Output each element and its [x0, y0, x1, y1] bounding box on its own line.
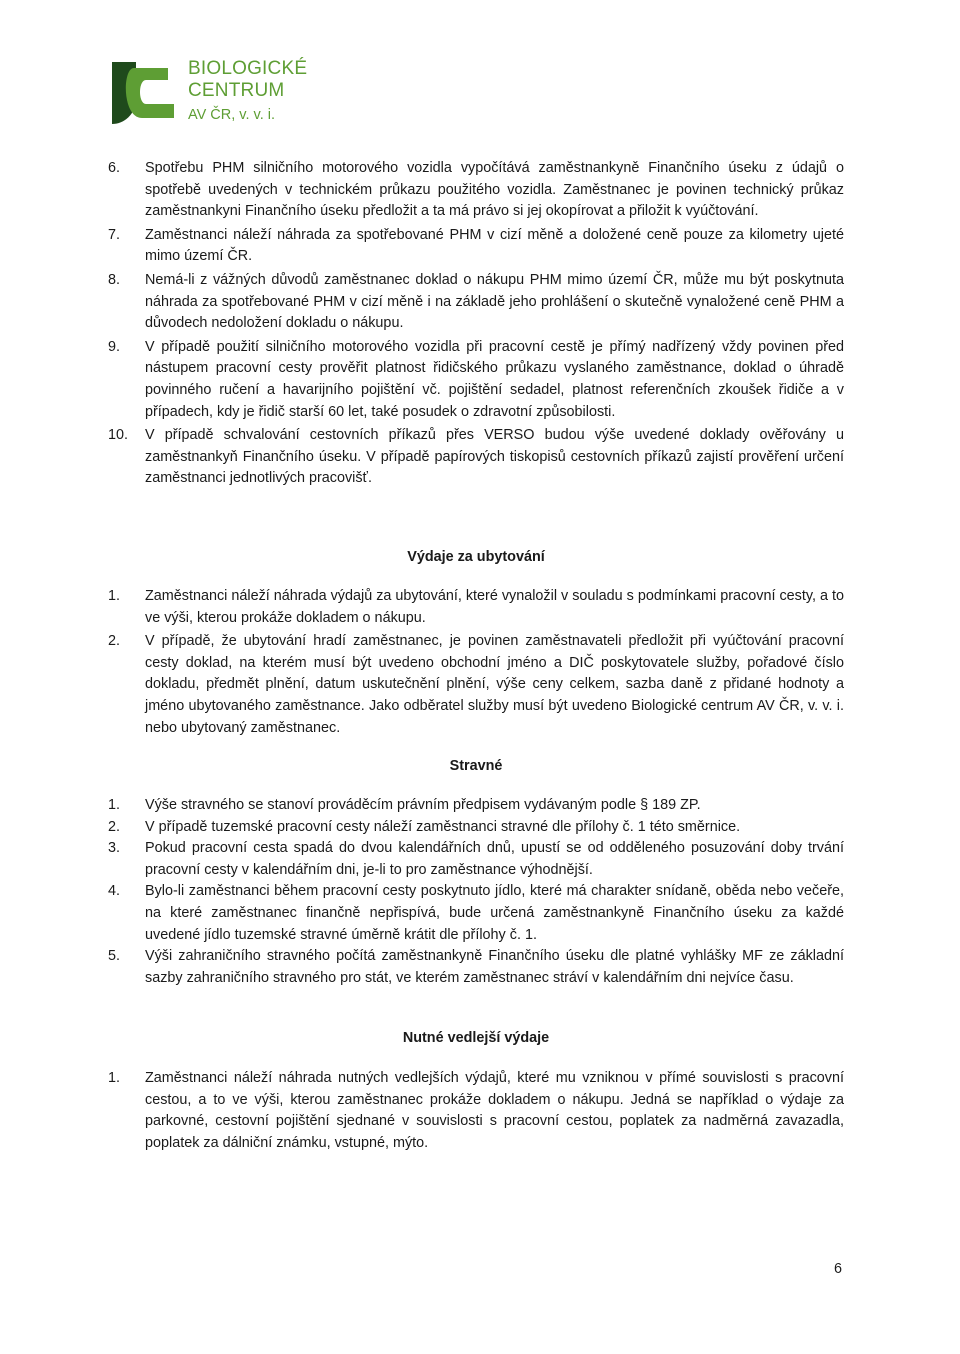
org-name: [188, 58, 307, 126]
item-text: V případě schvalování cestovních příkazů přes VERSO budou výše uvedené doklady ověřovány u zaměstnankyň Finančního úseku. V případě papírových tiskopisů cestovních příkazů zajistí prověření určení zaměstnanci jednotlivých pracovišť.: [145, 427, 844, 487]
list-item: [108, 946, 844, 989]
item-number: 9.: [108, 338, 121, 355]
item-text: Nemá-li z vážných důvodů zaměstnanec doklad o nákupu PHM mimo území ČR, může mu být poskytnuta náhrada za spotřebované PHM v cizí měně i na základě jeho prohlášení o skutečně vynaložené ceně PHM a důvodech nedoložení dokladu o nákupu.: [145, 271, 844, 332]
continued-list: [108, 158, 844, 490]
list-item: [108, 838, 844, 881]
ubytovani-list: [108, 586, 844, 739]
list-item: [108, 817, 844, 839]
list-item: [108, 425, 844, 490]
org-logo: [108, 56, 348, 132]
bc-logo-icon: [108, 56, 178, 128]
stravne-list: [108, 795, 844, 989]
item-text: Zaměstnanci náleží náhrada výdajů za ubytování, které vynaložil v souladu s podmínkami pracovní cesty, a to ve výši, kterou prokáže dokladem o nákupu.: [145, 588, 844, 626]
list-item: [108, 225, 844, 268]
list-item: [108, 270, 844, 335]
item-text: Výše stravného se stanoví prováděcím právním předpisem vydávaným podle § 189 ZP.: [145, 797, 701, 813]
item-text: V případě použití silničního motorového vozidla při pracovní cestě je přímý nadřízený vždy povinen před nástupem pracovní cesty prověřit platnost řidičského průkazu vyslaného zaměstnance, doklad o úhradě povinného ručení a havarijního pojištění vč. pojištění sedadel, platnost referenčních zkoušek řidiče a v případech, kdy je řidič starší 60 let, také posudek o zdravotní způsobilosti.: [145, 338, 844, 420]
item-number: 7.: [108, 226, 121, 243]
section-heading-vedlejsi: Nutné vedlejší výdaje: [402, 1030, 550, 1046]
item-number: 4.: [108, 883, 121, 900]
item-text: Pokud pracovní cesta spadá do dvou kalendářních dnů, upustí se od odděleného posuzování doby trvání pracovní cesty v kalendářním dni, je-li to pro zaměstnance výhodnější.: [145, 840, 844, 878]
list-item: [108, 1068, 844, 1154]
item-number: 8.: [108, 271, 121, 288]
item-number: 10.: [108, 427, 129, 444]
list-item: [108, 631, 844, 739]
list-item: [108, 586, 844, 629]
item-number: 1.: [108, 797, 121, 813]
item-number: 2.: [108, 633, 121, 650]
org-name-line3: AV ČR, v. v. i.: [188, 107, 276, 123]
item-number: 6.: [108, 160, 121, 176]
org-name-line1: BIOLOGICKÉ: [188, 58, 308, 79]
section-heading-stravne: Stravné: [449, 758, 503, 774]
item-text: V případě tuzemské pracovní cesty náleží zaměstnanci stravné dle přílohy č. 1 této směrnice.: [145, 818, 741, 835]
item-number: 5.: [108, 948, 121, 965]
item-text: Zaměstnanci náleží náhrada za spotřebované PHM v cizí měně a doložené ceně pouze za kilometry ujeté mimo území ČR.: [145, 226, 844, 265]
item-text: Spotřebu PHM silničního motorového vozidla vypočítává zaměstnankyně Finančního úseku z údajů o spotřebě uvedených v technickém průkazu použitého vozidla. Zaměstnanec je povinen technický průkaz zaměstnankyni Finančního úseku předložit a ta má právo si jej okopírovat a přiložit k vyúčtování.: [145, 160, 844, 220]
item-text: Bylo-li zaměstnanci během pracovní cesty poskytnuto jídlo, které má charakter snídaně, oběda nebo večeře, na které zaměstnanec finančně nepřispívá, bude určená zaměstnankyně Finančního úseku za každé uvedené jídlo tuzemské stravné úměrně krátit dle přílohy č. 1.: [145, 883, 844, 943]
item-number: 1.: [108, 588, 121, 604]
list-item: [108, 795, 844, 817]
item-number: 2.: [108, 818, 121, 835]
item-number: 3.: [108, 840, 121, 857]
item-number: 1.: [108, 1070, 121, 1086]
item-text: V případě, že ubytování hradí zaměstnanec, je povinen zaměstnavateli předložit při vyúčtování pracovní cesty doklad, na kterém musí být uvedeno obchodní jméno a DIČ poskytovatele služby, pořadové číslo dokladu, předmět plnění, datum uskutečnění plnění, výše ceny celkem, sazba daně z přidané hodnoty a jméno ubytovaného zaměstnance. Jako odběratel služby musí být uvedeno Biologické centrum AV ČR, v. v. i. nebo ubytovaný zaměstnanec.: [145, 633, 844, 736]
section-heading-ubytovani: Výdaje za ubytování: [407, 549, 545, 565]
list-item: [108, 337, 844, 423]
item-text: Zaměstnanci náleží náhrada nutných vedlejších výdajů, které mu vzniknou v přímé souvislosti s pracovní cestou, a to ve výši, kterou zaměstnanec prokáže dokladem o nákupu. Jedná se například o výdaje za parkovné, cestovní pojištění sjednané v souvislosti s pracovní cestou, poplatek za nadměrná zavazadla, poplatek za dálniční známku, vstupné, mýto.: [145, 1070, 844, 1151]
list-item: [108, 881, 844, 946]
vedlejsi-list: [108, 1068, 844, 1154]
item-text: Výši zahraničního stravného počítá zaměstnankyně Finančního úseku dle platné vyhlášky MF ze základní sazby zahraničního stravného pro stát, ve kterém zaměstnanec stráví v kalendářním dni nejvíce času.: [145, 948, 844, 986]
list-item: [108, 158, 844, 223]
page-number: 6: [833, 1261, 842, 1277]
org-name-line2: CENTRUM: [188, 80, 285, 101]
